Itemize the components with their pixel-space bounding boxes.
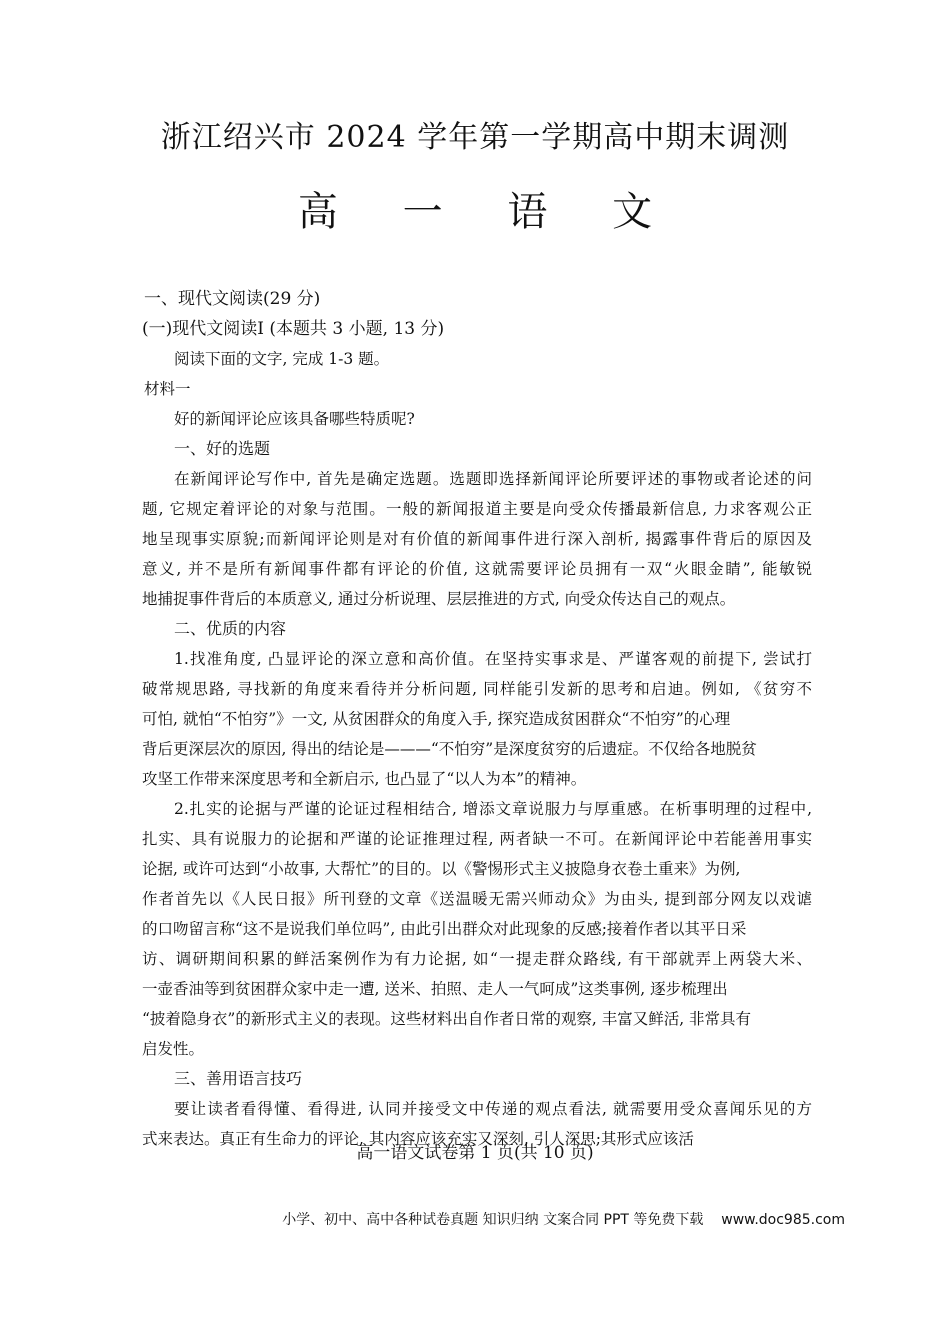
part1-line: 意义, 并不是所有新闻事件都有评论的价值, 这就需要评论员拥有一双“火眼金睛”, 能敏锐 [142, 560, 812, 578]
part1-line: 地捕捉事件背后的本质意义, 通过分析说理、层层推进的方式, 向受众传达自己的观点。 [142, 590, 736, 608]
reading-instruction: 阅读下面的文字, 完成 1-3 题。 [174, 350, 390, 368]
part2-para2-line: 启发性。 [142, 1040, 205, 1058]
part2-para2-line: 访、调研期间积累的鲜活案例作为有力论据, 如“一提走群众路线, 有干部就弄上两袋大米、 [142, 950, 812, 968]
part2-para2-line: 扎实、具有说服力的论据和严谨的论证推理过程, 两者缺一不可。在新闻评论中若能善用事实 [142, 830, 812, 848]
part2-para1-line: 背后更深层次的原因, 得出的结论是———“不怕穷”是深度贫穷的后遗症。不仅给各地脱贫 [142, 740, 757, 758]
part2-para1-line: 攻坚工作带来深度思考和全新启示, 也凸显了“以人为本”的精神。 [142, 770, 587, 788]
section-subheading: (一)现代文阅读Ⅰ (本题共 3 小题, 13 分) [142, 319, 445, 339]
part3-heading: 三、善用语言技巧 [174, 1069, 303, 1088]
part2-para2-line: 的口吻留言称“这不是说我们单位吗”, 由此引出群众对此现象的反感;接着作者以其平日采 [142, 920, 747, 938]
material-question: 好的新闻评论应该具备哪些特质呢? [174, 410, 415, 428]
part1-line: 题, 它规定着评论的对象与范围。一般的新闻报道主要是向受众传播最新信息, 力求客观公正 [142, 500, 812, 518]
download-ad-footer [282, 1209, 845, 1229]
part2-para1-line: 可怕, 就怕“不怕穷”》一文, 从贫困群众的角度入手, 探究造成贫困群众“不怕穷”的心理 [142, 710, 731, 728]
part2-para1-line: 1.找准角度, 凸显评论的深立意和高价值。在坚持实事求是、严谨客观的前提下, 尝试打 [174, 650, 812, 668]
part1-line: 在新闻评论写作中, 首先是确定选题。选题即选择新闻评论所要评述的事物或者论述的问 [174, 470, 812, 488]
exam-title: 浙江绍兴市 2024 学年第一学期高中期末调测 [160, 120, 790, 155]
ad-text: 小学、初中、高中各种试卷真题 知识归纳 文案合同 PPT 等免费下载 [282, 1212, 704, 1228]
part2-para2-line: “披着隐身衣”的新形式主义的表现。这些材料出自作者日常的观察, 丰富又鲜活, 非常具有 [142, 1010, 752, 1028]
part2-para1-line: 破常规思路, 寻找新的角度来看待并分析问题, 同样能引发新的思考和启迪。例如, 《贫穷不 [142, 680, 812, 698]
part3-line: 要让读者看得懂、看得进, 认同并接受文中传递的观点看法, 就需要用受众喜闻乐见的方 [174, 1100, 812, 1118]
section-heading: 一、现代文阅读(29 分) [144, 289, 321, 309]
ad-link[interactable]: www.doc985.com [721, 1212, 845, 1228]
part2-heading: 二、优质的内容 [174, 619, 287, 638]
part3-line: 式来表达。真正有生命力的评论, 其内容应该充实又深刻, 引人深思;其形式应该活 [142, 1130, 694, 1148]
part1-line: 地呈现事实原貌;而新闻评论则是对有价值的新闻事件进行深入剖析, 揭露事件背后的原因及 [142, 530, 812, 548]
part2-para2-line: 一壶香油等到贫困群众家中走一遭, 送米、拍照、走人一气呵成”这类事例, 逐步梳理出 [142, 980, 728, 998]
subject-title: 高 一 语 文 [297, 189, 679, 235]
reading-body [142, 284, 812, 1154]
page-number-footer: 高一语文试卷第 1 页(共 10 页) [356, 1143, 594, 1163]
part2-para2-line: 作者首先以《人民日报》所刊登的文章《送温暖无需兴师动众》为由头, 提到部分网友以戏谑 [142, 890, 812, 908]
part2-para2-line: 2.扎实的论据与严谨的论证过程相结合, 增添文章说服力与厚重感。在析事明理的过程中, [174, 800, 812, 818]
material-label: 材料一 [144, 380, 191, 398]
part1-heading: 一、好的选题 [174, 439, 271, 458]
part2-para2-line: 论据, 或许可达到“小故事, 大帮忙”的目的。以《警惕形式主义披隐身衣卷土重来》为例, [142, 860, 741, 878]
